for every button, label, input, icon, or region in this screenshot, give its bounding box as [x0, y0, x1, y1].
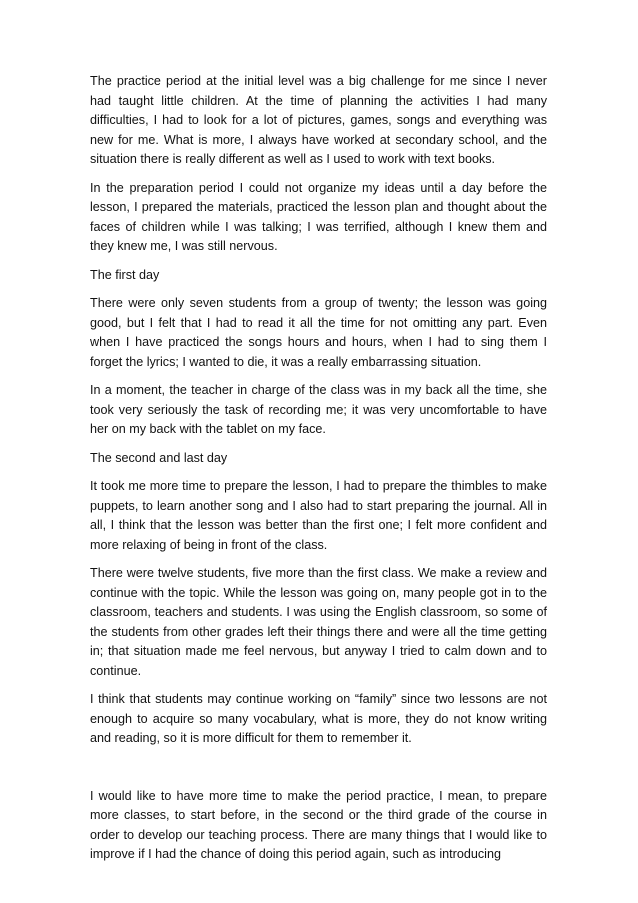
paragraph-teacher-recording: In a moment, the teacher in charge of the class was in my back all the time, she took very seriously the task of recording me; it was very uncomfortable to have her on my back with the tablet on my face.	[90, 383, 547, 436]
paragraph-twelve-students: There were twelve students, five more than the first class. We make a review and continue with the topic. While the lesson was going on, many people got in to the classroom, teachers and students. I was using the English classroom, so some of the students from other grades left their things there and were all the time getting in; that situation made me feel nervous, but anyway I tried to calm down and to continue.	[90, 566, 547, 678]
paragraph-intro: The practice period at the initial level was a big challenge for me since I never had taught little children. At the time of planning the activities I had many difficulties, I had to look for a lot of pictures, games, songs and everything was new for me. What is more, I always have worked at secondary school, and the situation there is really different as well as I used to work with text books.	[90, 74, 547, 166]
heading-second-day: The second and last day	[90, 450, 228, 465]
paragraph-more-time: I would like to have more time to make the period practice, I mean, to prepare more classes, to start before, in the second or the third grade of the course in order to develop our teaching process. There are many things that I would like to improve if I had the chance of doing this period again, such as introducing	[90, 788, 547, 861]
paragraph-preparation: In the preparation period I could not organize my ideas until a day before the lesson, I prepared the materials, practiced the lesson plan and thought about the faces of children while I was talking; I was terrified, although I knew them and they knew me, I was still nervous.	[90, 180, 547, 253]
heading-first-day: The first day	[90, 267, 160, 282]
paragraph-first-day: There were only seven students from a group of twenty; the lesson was going good, but I felt that I had to read it all the time for not omitting any part. Even when I have practiced the songs hours and hours, when I had to sing them I forget the lyrics; I wanted to die, it was a really embarrassing situation.	[90, 296, 547, 369]
paragraph-second-day: It took me more time to prepare the lesson, I had to prepare the thimbles to make puppets, to learn another song and I also had to start preparing the journal. All in all, I think that the lesson was better than the first one; I felt more confident and more relaxing of being in front of the class.	[90, 479, 547, 552]
paragraph-family-topic: I think that students may continue working on “family” since two lessons are not enough to acquire so many vocabulary, what is more, they do not know writing and reading, so it is more difficult for them to remember it.	[90, 692, 547, 745]
document-page	[90, 72, 547, 865]
